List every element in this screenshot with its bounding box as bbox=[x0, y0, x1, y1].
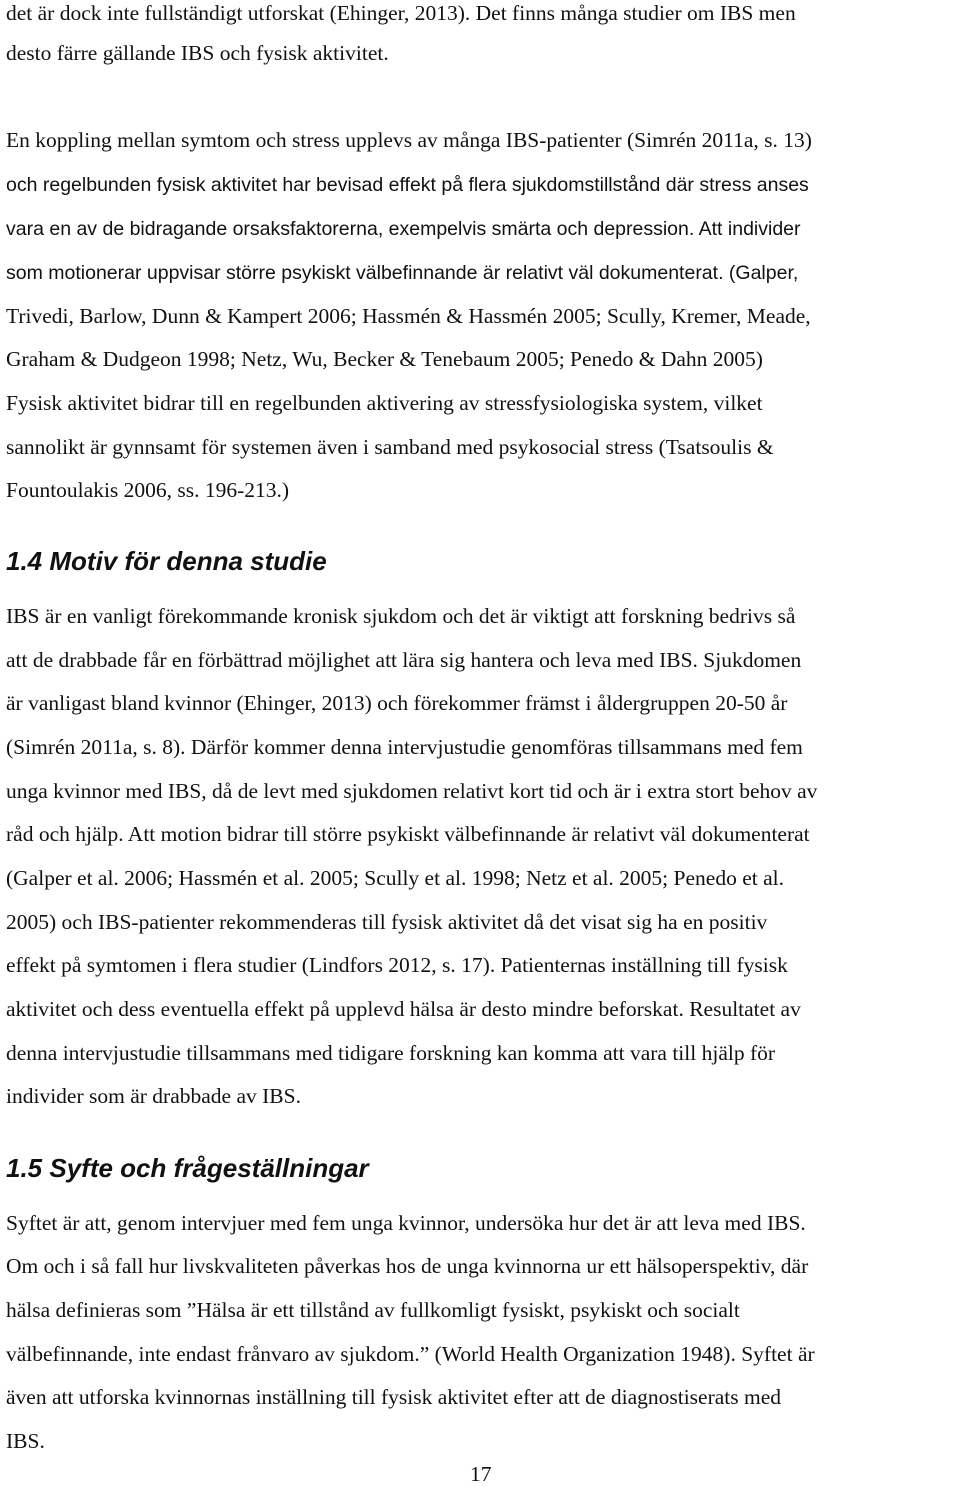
section-1-5-line-5: även att utforska kvinnornas inställning till fysisk aktivitet efter att de diagnostiserats med bbox=[6, 1385, 782, 1409]
paragraph-2-line-5: Trivedi, Barlow, Dunn & Kampert 2006; Hassmén & Hassmén 2005; Scully, Kremer, Meade, bbox=[6, 304, 811, 328]
section-1-4-line-1: IBS är en vanligt förekommande kronisk sjukdom och det är viktigt att forskning bedrivs så bbox=[6, 604, 796, 628]
section-1-5-line-2: Om och i så fall hur livskvaliteten påverkas hos de unga kvinnorna ur ett hälsoperspektiv, där bbox=[6, 1254, 809, 1278]
paragraph-2-line-8: sannolikt är gynnsamt för systemen även i samband med psykosocial stress (Tsatsoulis & bbox=[6, 435, 774, 459]
paragraph-2-line-7: Fysisk aktivitet bidrar till en regelbunden aktivering av stressfysiologiska system, vilket bbox=[6, 391, 763, 415]
section-1-5-line-4: välbefinnande, inte endast frånvaro av sjukdom.” (World Health Organization 1948). Syftet är bbox=[6, 1342, 815, 1366]
section-1-4-line-12: individer som är drabbade av IBS. bbox=[6, 1084, 301, 1108]
section-1-4-line-2: att de drabbade får en förbättrad möjlighet att lära sig hantera och leva med IBS. Sjukdomen bbox=[6, 648, 802, 672]
paragraph-2-line-3: vara en av de bidragande orsaksfaktorerna, exempelvis smärta och depression. Att individer bbox=[6, 218, 801, 240]
paragraph-2-line-1: En koppling mellan symtom och stress upplevs av många IBS-patienter (Simrén 2011a, s. 13) bbox=[6, 128, 812, 152]
section-1-5-heading: 1.5 Syfte och frågeställningar bbox=[6, 1153, 369, 1183]
section-1-4-line-6: råd och hjälp. Att motion bidrar till större psykiskt välbefinnande är relativt väl dokumenterat bbox=[6, 822, 810, 846]
paragraph-1-line-1: det är dock inte fullständigt utforskat (Ehinger, 2013). Det finns många studier om IBS men bbox=[6, 1, 796, 25]
section-1-4-line-7: (Galper et al. 2006; Hassmén et al. 2005; Scully et al. 1998; Netz et al. 2005; Penedo et al. bbox=[6, 866, 784, 890]
paragraph-2-line-6: Graham & Dudgeon 1998; Netz, Wu, Becker & Tenebaum 2005; Penedo & Dahn 2005) bbox=[6, 347, 763, 371]
section-1-5-line-1: Syftet är att, genom intervjuer med fem unga kvinnor, undersöka hur det är att leva med IBS. bbox=[6, 1211, 806, 1235]
section-1-4-line-4: (Simrén 2011a, s. 8). Därför kommer denna intervjustudie genomföras tillsammans med fem bbox=[6, 735, 803, 759]
section-1-4-line-10: aktivitet och dess eventuella effekt på upplevd hälsa är desto mindre beforskat. Resultatet av bbox=[6, 997, 801, 1021]
paragraph-1-line-2: desto färre gällande IBS och fysisk aktivitet. bbox=[6, 41, 389, 65]
section-1-4-line-8: 2005) och IBS-patienter rekommenderas till fysisk aktivitet då det visat sig ha en positiv bbox=[6, 910, 768, 934]
paragraph-2-line-9: Fountoulakis 2006, ss. 196-213.) bbox=[6, 478, 290, 502]
section-1-4-line-9: effekt på symtomen i flera studier (Lindfors 2012, s. 17). Patienternas inställning till fysisk bbox=[6, 953, 788, 977]
section-1-4-line-3: är vanligast bland kvinnor (Ehinger, 2013) och förekommer främst i åldergruppen 20-50 år bbox=[6, 691, 788, 715]
section-1-4-line-11: denna intervjustudie tillsammans med tidigare forskning kan komma att vara till hjälp för bbox=[6, 1041, 776, 1065]
section-1-5-line-6: IBS. bbox=[6, 1429, 45, 1453]
section-1-4-heading: 1.4 Motiv för denna studie bbox=[6, 546, 327, 576]
section-1-5-line-3: hälsa definieras som ”Hälsa är ett tillstånd av fullkomligt fysiskt, psykiskt och socialt bbox=[6, 1298, 740, 1322]
page-number: 17 bbox=[470, 1462, 492, 1486]
paragraph-2-line-4: som motionerar uppvisar större psykiskt välbefinnande är relativt väl dokumenterat. (Galper, bbox=[6, 262, 799, 284]
section-1-4-line-5: unga kvinnor med IBS, då de levt med sjukdomen relativt kort tid och är i extra stort behov av bbox=[6, 779, 818, 803]
paragraph-2-line-2: och regelbunden fysisk aktivitet har bevisad effekt på flera sjukdomstillstånd där stress anses bbox=[6, 174, 809, 196]
